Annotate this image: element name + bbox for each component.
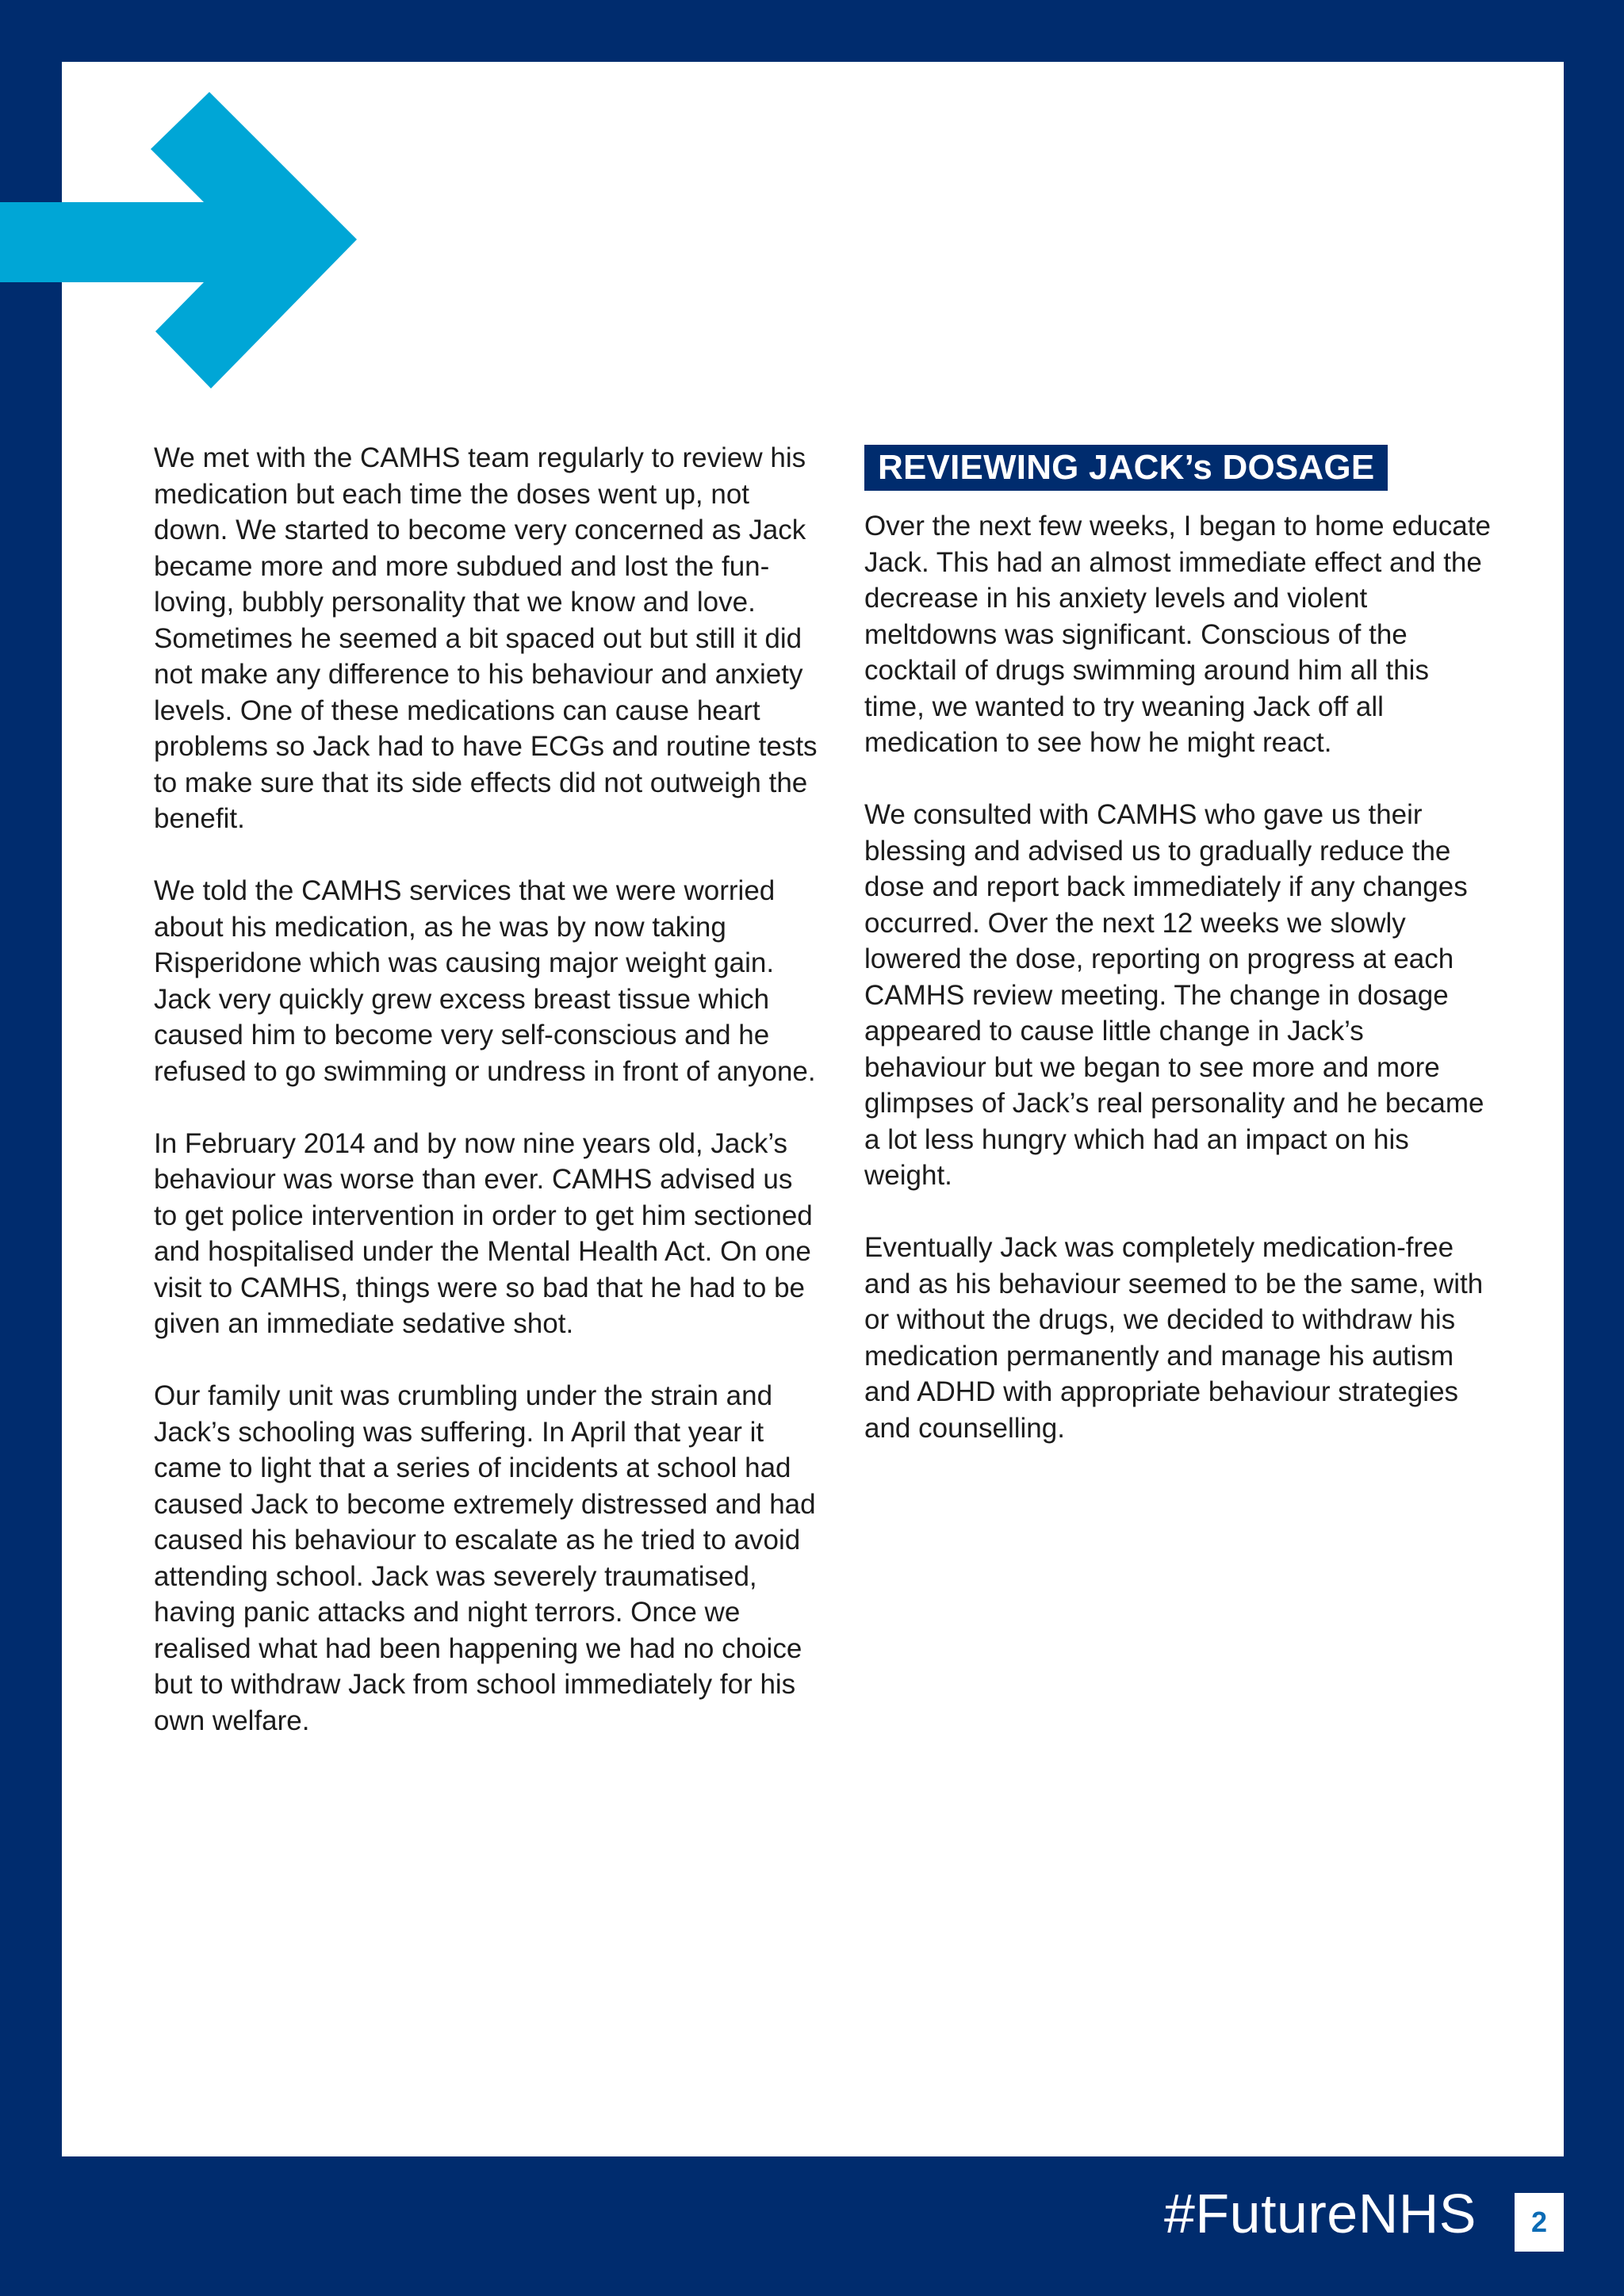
right-paragraph-3: Eventually Jack was completely medication-free and as his behaviour seemed to be the same, with or without the drugs, we decided to withdraw his medication permanently and manage his autism and ADHD with appropriate behaviour strategies and counselling.: [864, 1232, 1484, 1444]
right-paragraph-1: Over the next few weeks, I began to home educate Jack. This had an almost immediate effect and the decrease in his anxiety levels and violent meltdowns was significant. Conscious of the cocktail of drugs swimming around him all this time, we wanted to try weaning Jack off all medication to see how he might react.: [864, 511, 1491, 758]
page-number: 2: [1515, 2193, 1564, 2252]
left-paragraph-3: In February 2014 and by now nine years old, Jack’s behaviour was worse than ever. CAMHS advised us to get police intervention in order to get him sectioned and hospitalised under the Mental Health Act. On one visit to CAMHS, things were so bad that he had to be given an immediate sedative shot.: [154, 1127, 813, 1339]
left-paragraph-2: We told the CAMHS services that we were worried about his medication, as he was by now taking Risperidone which was causing major weight gain. Jack very quickly grew excess breast tissue which caused him to become very self-conscious and he refused to go swimming or undress in front of anyone.: [154, 875, 816, 1087]
footer-hashtag: #FutureNHS: [1163, 2183, 1477, 2244]
section-heading: REVIEWING JACK’s DOSAGE: [864, 445, 1388, 491]
arrow-right-icon: [0, 92, 365, 393]
left-paragraph-1: We met with the CAMHS team regularly to review his medication but each time the doses went up, not down. We started to become very concerned as Jack became more and more subdued and lost the fun-loving, bubbly personality that we know and love. Sometimes he seemed a bit spaced out but still it did not make any difference to his behaviour and anxiety levels. One of these medications can cause heart problems so Jack had to have ECGs and routine tests to make sure that its side effects did not outweigh the benefit.: [154, 442, 818, 834]
section-heading-wrap: [864, 445, 1491, 491]
right-paragraph-2: We consulted with CAMHS who gave us their blessing and advised us to gradually reduce the dose and report back immediately if any changes occurred. Over the next 12 weeks we slowly lowered the dose, reporting on progress at each CAMHS review meeting. The change in dosage appeared to cause little change in Jack’s behaviour but we began to see more and more glimpses of Jack’s real personality and he became a lot less hungry which had an impact on his weight.: [864, 799, 1484, 1191]
left-paragraph-4: Our family unit was crumbling under the strain and Jack’s schooling was suffering. In April that year it came to light that a series of incidents at school had caused Jack to become extremely distressed and had caused his behaviour to escalate as he tried to avoid attending school. Jack was severely traumatised, having panic attacks and night terrors. Once we realised what had been happening we had no choice but to withdraw Jack from school immediately for his own welfare.: [154, 1380, 816, 1736]
right-column: [864, 440, 1491, 1483]
left-column: [154, 440, 820, 1775]
